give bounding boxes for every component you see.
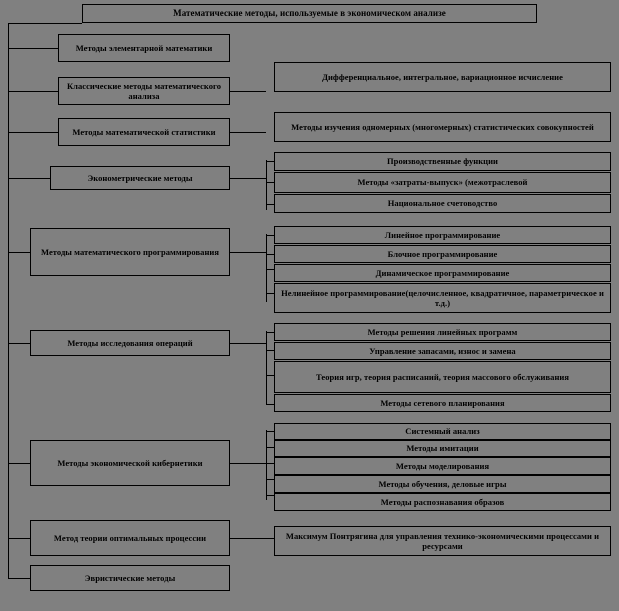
- connector-mp-c: [266, 269, 274, 270]
- connector-left-4: [8, 178, 50, 179]
- connector-cy-d: [266, 479, 274, 480]
- connector-left-6: [8, 343, 30, 344]
- connector-econ-c: [266, 204, 274, 205]
- node-left-9[interactable]: Эвристические методы: [30, 565, 230, 591]
- node-left-2[interactable]: Классические методы математического анализа: [58, 77, 230, 105]
- node-left-6[interactable]: Методы исследования операций: [30, 330, 230, 356]
- connector-right-6: [230, 463, 266, 464]
- connector-left-7: [8, 463, 30, 464]
- node-right-9[interactable]: Нелинейное программирование(целочисленное, квадратичное, параметрическое и т.д.): [274, 283, 611, 313]
- connector-mp-d: [266, 293, 274, 294]
- node-right-18[interactable]: Методы распознавания образов: [274, 493, 611, 511]
- diagram-title: Математические методы, используемые в экономическом анализе: [82, 4, 537, 23]
- node-right-17[interactable]: Методы обучения, деловые игры: [274, 475, 611, 493]
- node-right-12[interactable]: Теория игр, теория расписаний, теория массового обслуживания: [274, 361, 611, 393]
- connector-left-5: [8, 252, 30, 253]
- connector-right-5: [230, 343, 266, 344]
- trunk-top-connector: [8, 23, 82, 24]
- connector-right-1: [230, 91, 266, 92]
- title-drop-line: [82, 14, 83, 15]
- connector-mp-a: [266, 235, 274, 236]
- node-right-14[interactable]: Системный анализ: [274, 423, 611, 440]
- connector-mp-b: [266, 254, 274, 255]
- node-right-7[interactable]: Блочное программирование: [274, 245, 611, 263]
- node-right-6[interactable]: Линейное программирование: [274, 226, 611, 244]
- node-right-2[interactable]: Методы изучения одномерных (многомерных) статистических совокупностей: [274, 112, 611, 142]
- group-vertical-cybernetics: [266, 430, 267, 500]
- connector-cy-a: [266, 431, 274, 432]
- group-vertical-econometric: [266, 160, 267, 210]
- node-right-19[interactable]: Максимум Понтрягина для управления технико-экономическими процессами и ресурсами: [274, 526, 611, 556]
- connector-right-3: [230, 178, 266, 179]
- node-right-5[interactable]: Национальное счетоводство: [274, 194, 611, 213]
- connector-left-2: [8, 91, 58, 92]
- node-right-15[interactable]: Методы имитации: [274, 440, 611, 457]
- connector-op-d: [266, 404, 274, 405]
- connector-econ-a: [266, 161, 274, 162]
- group-vertical-mathprog: [266, 234, 267, 302]
- connector-left-9: [8, 578, 30, 579]
- node-right-3[interactable]: Производственные функции: [274, 152, 611, 171]
- node-right-11[interactable]: Управление запасами, износ и замена: [274, 342, 611, 360]
- connector-cy-b: [266, 447, 274, 448]
- group-vertical-operations: [266, 331, 267, 405]
- connector-right-4: [230, 252, 266, 253]
- node-left-8[interactable]: Метод теории оптимальных процессии: [30, 520, 230, 556]
- connector-left-8: [8, 538, 30, 539]
- connector-cy-c: [266, 463, 274, 464]
- connector-op-b: [266, 350, 274, 351]
- connector-left-1: [8, 48, 58, 49]
- connector-right-7: [230, 538, 274, 539]
- node-left-7[interactable]: Методы экономической кибернетики: [30, 440, 230, 486]
- connector-right-2: [230, 132, 266, 133]
- connector-left-3: [8, 132, 58, 133]
- node-right-1[interactable]: Дифференциальное, интегральное, вариационное исчисление: [274, 62, 611, 92]
- node-right-13[interactable]: Методы сетевого планирования: [274, 394, 611, 412]
- node-right-4[interactable]: Методы «затраты-выпуск» (межотраслевой: [274, 172, 611, 193]
- connector-op-a: [266, 332, 274, 333]
- node-left-3[interactable]: Методы математической статистики: [58, 118, 230, 146]
- connector-econ-b: [266, 182, 274, 183]
- node-left-1[interactable]: Методы элементарной математики: [58, 34, 230, 62]
- trunk-vertical-line: [8, 23, 9, 579]
- connector-cy-e: [266, 495, 274, 496]
- node-right-8[interactable]: Динамическое программирование: [274, 264, 611, 282]
- node-right-10[interactable]: Методы решения линейных программ: [274, 323, 611, 341]
- node-left-4[interactable]: Эконометрические методы: [50, 166, 230, 190]
- connector-op-c: [266, 375, 274, 376]
- node-left-5[interactable]: Методы математического программирования: [30, 228, 230, 276]
- node-right-16[interactable]: Методы моделирования: [274, 457, 611, 475]
